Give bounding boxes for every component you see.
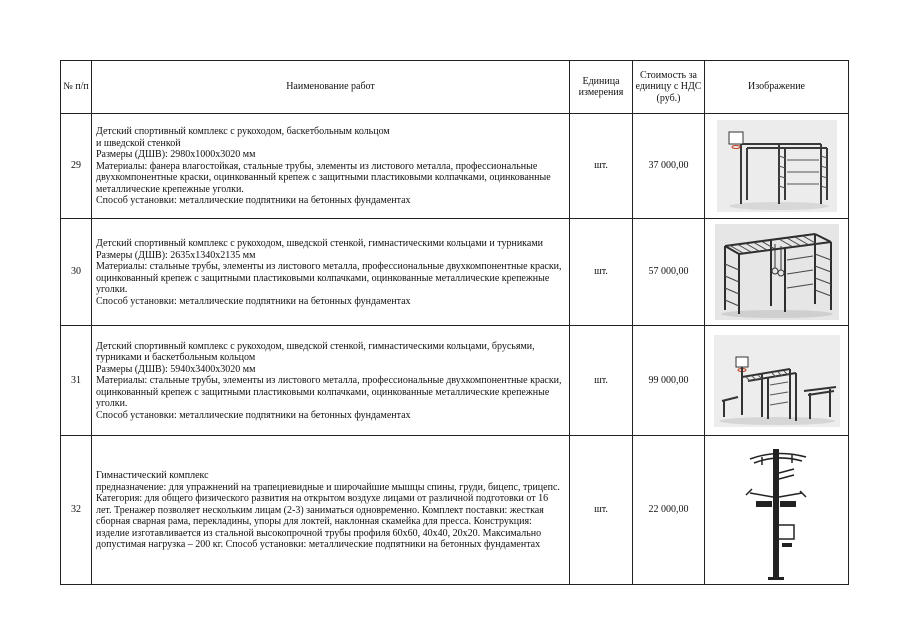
row-image (705, 219, 849, 326)
desc-line: Способ установки: металлические подпятники на бетонных фундаментах (96, 195, 411, 207)
large-sports-complex-icon (714, 335, 840, 427)
desc-line: Материалы: стальные трубы, элементы из листового металла, профессиональные двухкомпонентные краски, оцинкованный крепеж с защитными пластиковыми колпачками, оцинкованные металлические крепежные уголки. (96, 375, 562, 410)
desc-line: Детский спортивный комплекс с рукоходом, шведской стенкой, гимнастическими кольцами и турниками (96, 238, 544, 249)
row-image (705, 114, 849, 219)
row-price: 22 000,00 (633, 436, 705, 585)
row-image (705, 436, 849, 585)
row-number: 31 (61, 326, 92, 436)
desc-line: Материалы: стальные трубы, элементы из листового металла, профессиональные двухкомпонентные краски, оцинкованный крепеж с защитными пластиковыми колпачками, оцинкованные металлические крепежные уголки. (96, 261, 562, 295)
row-price: 37 000,00 (633, 114, 705, 219)
row-description (92, 326, 570, 436)
desc-line: Размеры (ДШВ): 2635х1340х2135 мм (96, 249, 256, 261)
row-unit: шт. (570, 436, 633, 585)
desc-line: Материалы: фанера влагостойкая, стальные трубы, элементы из листового металла, профессиональные двухкомпонентные краски, оцинкованный крепеж с защитными пластиковыми колпачками, оцинкованные металлические крепежные уголки. (96, 160, 551, 195)
row-unit: шт. (570, 326, 633, 436)
row-number: 32 (61, 436, 92, 585)
row-number: 30 (61, 219, 92, 326)
climbing-frame-icon (715, 224, 839, 320)
table-row (61, 114, 849, 219)
desc-line: Способ установки: металлические подпятники на бетонных фундаментах (96, 409, 411, 421)
table-row (61, 436, 849, 585)
header-num: № п/п (61, 61, 92, 114)
desc-line: и шведской стенкой (96, 137, 181, 149)
header-price: Стоимость за единицу с НДС (руб.) (633, 61, 705, 114)
header-image: Изображение (705, 61, 849, 114)
playground-complex-icon (717, 120, 837, 212)
row-price: 57 000,00 (633, 219, 705, 326)
table-row (61, 326, 849, 436)
row-unit: шт. (570, 114, 633, 219)
table-header-row (61, 61, 849, 114)
desc-line: предназначение: для упражнений на трапециевидные и широчайшие мышцы спины, груди, бицепс, трицепс. Категория: для общего физического развития на открытом воздухе лицами от различной подготовки от 16 лет. Тренажер позволяет нескольким лицам (2-3) заниматься одновременно. Комплект поставки: жесткая сборная сварная рама, перекладины, упоры для локтей, наклонная скамейка для пресса. Конструкция: изделие изготавливается из стальной высокопрочной трубы профиля 60х60, 40х40, 20х20. Максимально допустимая нагрузка – 200 кг. Способ установки: металлические подпятники на бетонных фундаментах (96, 481, 560, 551)
table-row (61, 219, 849, 326)
desc-line: Размеры (ДШВ): 2980х1000х3020 мм (96, 149, 256, 161)
desc-line: Детский спортивный комплекс с рукоходом, шведской стенкой, гимнастическими кольцами, брусьями, турниками и баскетбольным кольцом (96, 340, 535, 364)
row-description (92, 436, 570, 585)
row-number: 29 (61, 114, 92, 219)
row-description (92, 114, 570, 219)
header-name: Наименование работ (92, 61, 570, 114)
header-unit: Единица измерения (570, 61, 633, 114)
row-description (92, 219, 570, 326)
price-table (60, 60, 849, 585)
desc-line: Детский спортивный комплекс с рукоходом, баскетбольным кольцом (96, 126, 390, 138)
row-unit: шт. (570, 219, 633, 326)
desc-line: Размеры (ДШВ): 5940х3400х3020 мм (96, 363, 256, 375)
desc-line: Гимнастический комплекс (96, 470, 209, 482)
row-price: 99 000,00 (633, 326, 705, 436)
gymnastic-station-icon (732, 439, 822, 581)
row-image (705, 326, 849, 436)
desc-line: Способ установки: металлические подпятники на бетонных фундаментах (96, 295, 411, 307)
